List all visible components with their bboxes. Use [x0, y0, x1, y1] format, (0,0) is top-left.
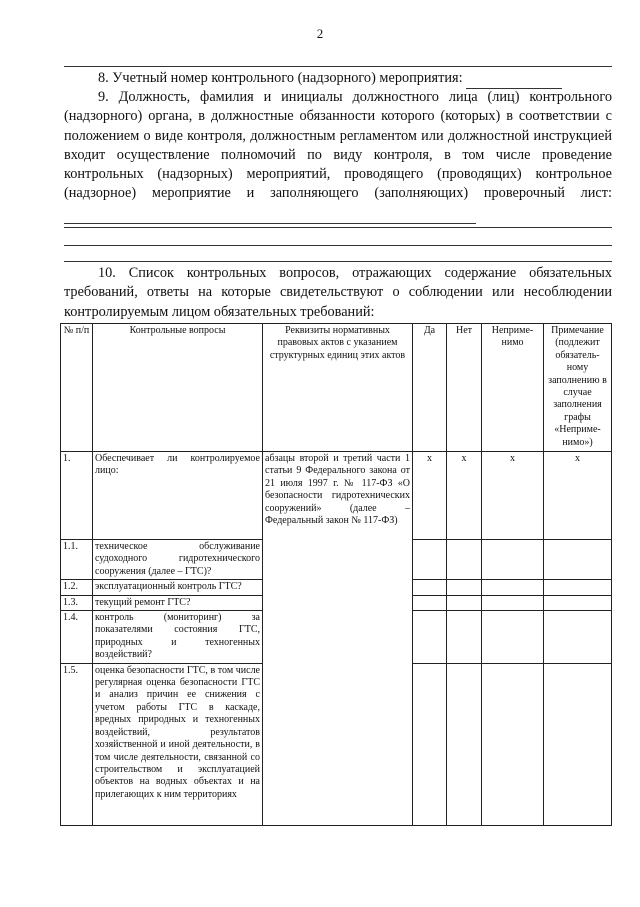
- row-question: оценка безопасности ГТС, в том числе регулярная оценка безопасности ГТС и анализ причин ее снижения с учетом работы ГТС в каскаде, вредных природных и техногенных воздействий, результатов хозяйственной и иной деятельности, в том числе деятельности, связанной со строительством и эксплуатацией объектов на водных объектах и на прилегающих к ним территориях: [93, 663, 263, 825]
- row-na-mark: x: [482, 452, 544, 540]
- inspector-field-line-2[interactable]: [64, 227, 612, 228]
- row-no-mark: x: [447, 452, 482, 540]
- row-num: 1.3.: [61, 595, 93, 610]
- row-num: 1.4.: [61, 611, 93, 664]
- table-header-row: [61, 324, 612, 452]
- answer-yes-cell[interactable]: [413, 663, 447, 825]
- answer-na-cell[interactable]: [482, 540, 544, 580]
- note-cell[interactable]: [544, 611, 612, 664]
- answer-na-cell[interactable]: [482, 580, 544, 595]
- inspector-field-line-3[interactable]: [64, 245, 612, 246]
- answer-no-cell[interactable]: [447, 663, 482, 825]
- row-num: 1.1.: [61, 540, 93, 580]
- item-10-text: 10. Список контрольных вопросов, отражающих содержание обязательных требований, ответы на которые свидетельствуют о соблюдении или несоблюдении контролируемым лицом обязательных требований:: [64, 265, 612, 320]
- row-question: контроль (мониторинг) за показателями состояния ГТС, природных и техногенных воздействий?: [93, 611, 263, 664]
- header-na: Неприме-нимо: [482, 324, 544, 452]
- answer-no-cell[interactable]: [447, 540, 482, 580]
- note-cell[interactable]: [544, 595, 612, 610]
- header-num: № п/п: [61, 324, 93, 452]
- note-cell[interactable]: [544, 663, 612, 825]
- answer-yes-cell[interactable]: [413, 540, 447, 580]
- row-num: 1.2.: [61, 580, 93, 595]
- header-yes: Да: [413, 324, 447, 452]
- row-num: 1.: [61, 452, 93, 540]
- answer-yes-cell[interactable]: [413, 595, 447, 610]
- header-note: Примечание (подлежит обязатель-ному заполнению в случае заполнения графы «Неприме-нимо»): [544, 324, 612, 452]
- inspector-field[interactable]: [64, 204, 476, 224]
- account-number-field[interactable]: [466, 69, 562, 89]
- item-8-text: 8. Учетный номер контрольного (надзорного) мероприятия:: [98, 70, 463, 86]
- item-9-paragraph: [64, 88, 612, 224]
- row-note-mark: x: [544, 452, 612, 540]
- answer-na-cell[interactable]: [482, 611, 544, 664]
- row-question: текущий ремонт ГТС?: [93, 595, 263, 610]
- item-8-paragraph: [64, 69, 612, 89]
- answer-no-cell[interactable]: [447, 611, 482, 664]
- header-questions: Контрольные вопросы: [93, 324, 263, 452]
- inspector-field-line-4[interactable]: [64, 261, 612, 262]
- table-row: [61, 452, 612, 540]
- top-rule: [64, 66, 612, 67]
- answer-na-cell[interactable]: [482, 663, 544, 825]
- answer-no-cell[interactable]: [447, 580, 482, 595]
- item-10-paragraph: [64, 264, 612, 322]
- answer-yes-cell[interactable]: [413, 611, 447, 664]
- row-yes-mark: x: [413, 452, 447, 540]
- row-question: техническое обслуживание судоходного гидротехнического сооружения (далее – ГТС)?: [93, 540, 263, 580]
- answer-no-cell[interactable]: [447, 595, 482, 610]
- note-cell[interactable]: [544, 540, 612, 580]
- checklist-table: [60, 323, 612, 826]
- row-question: эксплуатационный контроль ГТС?: [93, 580, 263, 595]
- item-9-text: 9. Должность, фамилия и инициалы должностного лица (лиц) контрольного (надзорного) органа, в должностные обязанности которого (которых) в соответствии с положением о виде контроля, должностным регламентом или должностной инструкцией входит осуществление полномочий по виду контроля, в том числе проведение контрольных (надзорных) мероприятий, проводящего (проводящих) контрольное (надзорное) мероприятие и заполняющего (заполняющих) проверочный лист:: [64, 89, 612, 202]
- header-requisites: Реквизиты нормативных правовых актов с указанием структурных единиц этих актов: [263, 324, 413, 452]
- header-no: Нет: [447, 324, 482, 452]
- row-question: Обеспечивает ли контролируемое лицо:: [93, 452, 263, 540]
- row-requisites: абзацы второй и третий части 1 статьи 9 Федерального закона от 21 июля 1997 г. № 117-ФЗ «О безопасности гидротехнических сооружений» (далее – Федеральный закон № 117-ФЗ): [263, 452, 413, 826]
- note-cell[interactable]: [544, 580, 612, 595]
- row-num: 1.5.: [61, 663, 93, 825]
- answer-yes-cell[interactable]: [413, 580, 447, 595]
- page-number: 2: [316, 26, 324, 41]
- answer-na-cell[interactable]: [482, 595, 544, 610]
